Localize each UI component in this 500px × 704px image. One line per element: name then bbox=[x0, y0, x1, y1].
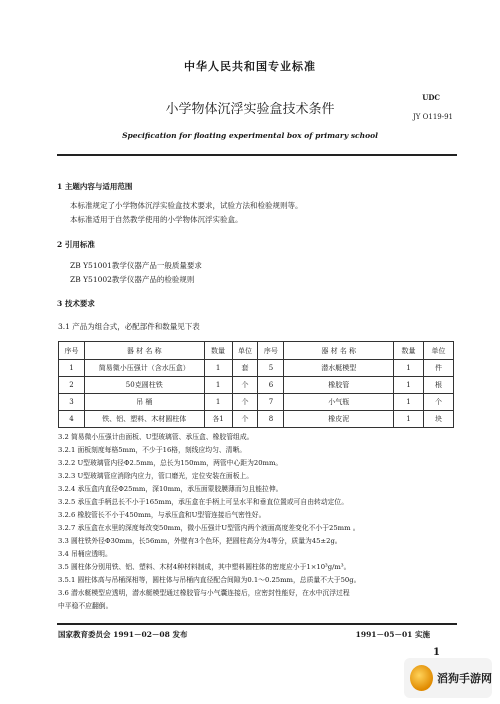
clause-line: 3.4 吊桶应透明。 bbox=[58, 550, 112, 558]
parts-table bbox=[58, 341, 454, 428]
clause-line: 3.2.6 橡胶管长不小于450mm，与承压盒和U型管连接后气密性好。 bbox=[58, 511, 266, 519]
issuer-line: 国家教育委员会 1991－02－08 发布 bbox=[58, 630, 188, 639]
table-cell: 根 bbox=[423, 377, 453, 394]
table-cell: 5 bbox=[258, 360, 284, 377]
table-cell: 1 bbox=[394, 394, 424, 411]
table-cell: 1 bbox=[204, 360, 232, 377]
page-number: 1 bbox=[433, 647, 440, 658]
table-cell: 吊 桶 bbox=[84, 394, 204, 411]
clause-line: 3.2.3 U型玻璃管应消除内应力，管口磨光，定位安装在面板上。 bbox=[58, 472, 254, 480]
section-2-line-2: ZB Y51002教学仪器产品的检验规则 bbox=[70, 275, 195, 284]
clause-line: 3.2.5 承压盒手柄总长不小于165mm，承压盒在手柄上可呈水平和垂直位置或可自由转动定位。 bbox=[58, 498, 349, 506]
section-1-line-1: 本标准规定了小学物体沉浮实验盒技术要求，试验方法和检验规则等。 bbox=[70, 201, 303, 210]
header-rule bbox=[57, 154, 457, 156]
table-cell: 1 bbox=[204, 377, 232, 394]
table-cell: 8 bbox=[258, 411, 284, 428]
table-cell: 橡胶管 bbox=[284, 377, 394, 394]
table-row bbox=[59, 377, 454, 394]
clause-line: 3.2 简易微小压强计由面板、U型玻璃管、承压盒、橡胶管组成。 bbox=[58, 433, 254, 441]
table-header-cell: 序号 bbox=[258, 342, 284, 360]
watermark-logo-icon bbox=[410, 665, 433, 691]
clause-line: 3.2.7 承压盒在水里的深度每改变50mm，微小压强计U型管内两个液面高度差变化不小于25mm 。 bbox=[58, 524, 360, 532]
effective-date: 1991－05－01 实施 bbox=[355, 630, 430, 639]
section-1-heading: 1 主题内容与适用范围 bbox=[57, 182, 133, 191]
table-cell: 7 bbox=[258, 394, 284, 411]
table-cell: 潜水艇模型 bbox=[284, 360, 394, 377]
table-cell: 个 bbox=[232, 394, 258, 411]
table-cell: 1 bbox=[394, 360, 424, 377]
table-cell: 块 bbox=[423, 411, 453, 428]
section-3-heading: 3 技术要求 bbox=[57, 299, 95, 308]
table-cell: 2 bbox=[59, 377, 85, 394]
udc-label: UDC bbox=[422, 93, 440, 102]
clause-line: 3.6 潜水艇模型应透明，潜水艇模型通过橡胶管与小气囊连接后，应密封性能好，在水中沉浮过程 bbox=[58, 589, 350, 597]
table-header-cell: 单位 bbox=[232, 342, 258, 360]
table-cell: 6 bbox=[258, 377, 284, 394]
footer-rule bbox=[57, 623, 457, 625]
table-cell: 1 bbox=[394, 377, 424, 394]
table-row bbox=[59, 360, 454, 377]
clause-line: 3.2.1 面板刻度每格5mm，不少于16格，刻线应均匀、清晰。 bbox=[58, 446, 247, 454]
table-header-cell: 数量 bbox=[394, 342, 424, 360]
table-cell: 个 bbox=[232, 411, 258, 428]
table-header-cell: 器 材 名 称 bbox=[84, 342, 204, 360]
table-cell: 橡皮泥 bbox=[284, 411, 394, 428]
table-row bbox=[59, 394, 454, 411]
table-cell: 1 bbox=[394, 411, 424, 428]
table-cell: 50克圆柱铁 bbox=[84, 377, 204, 394]
table-header-cell: 序号 bbox=[59, 342, 85, 360]
english-title: Specification for floating experimental box of primary school bbox=[122, 131, 378, 140]
section-2-line-1: ZB Y51001教学仪器产品一般质量要求 bbox=[70, 261, 202, 270]
table-cell: 4 bbox=[59, 411, 85, 428]
document-code: JY O119-91 bbox=[412, 113, 453, 121]
table-cell: 件 bbox=[423, 360, 453, 377]
table-cell: 1 bbox=[59, 360, 85, 377]
table-header-cell: 器 材 名 称 bbox=[284, 342, 394, 360]
clause-line: 3.5 圆柱体分别用铁、铝、塑料、木材4种材料制成，其中塑料圆柱体的密度应小于1×10³g/m³。 bbox=[58, 563, 351, 571]
table-header-cell: 数量 bbox=[204, 342, 232, 360]
section-3-intro: 3.1 产品为组合式，必配部件和数量见下表 bbox=[58, 322, 200, 331]
table-cell: 套 bbox=[232, 360, 258, 377]
table-header-row bbox=[59, 342, 454, 360]
watermark-badge bbox=[404, 658, 492, 698]
table-cell: 1 bbox=[204, 394, 232, 411]
watermark-text: 滔狗手游网 bbox=[437, 672, 492, 685]
clause-line: 3.5.1 圆柱体高与吊桶深相等，圆柱体与吊桶内直径配合间隙为0.1～0.25mm，总质量不大于50g。 bbox=[58, 576, 361, 584]
table-cell: 铁、铝、塑料、木材圆柱体 bbox=[84, 411, 204, 428]
clause-line: 3.3 圆柱铁外径Φ30mm，长56mm，外壁有3个色环，把圆柱高分为4等分，质量为45±2g。 bbox=[58, 537, 342, 545]
table-cell: 个 bbox=[232, 377, 258, 394]
table-cell: 3 bbox=[59, 394, 85, 411]
document-title: 小学物体沉浮实验盒技术条件 bbox=[165, 102, 335, 117]
table-cell: 个 bbox=[423, 394, 453, 411]
table-cell: 小气瓶 bbox=[284, 394, 394, 411]
clause-line: 3.2.4 承压盒内直径Φ25mm，深10mm，承压面蒙胶膜薄而匀且能拉伸。 bbox=[58, 485, 283, 493]
section-2-heading: 2 引用标准 bbox=[57, 240, 95, 249]
clause-line: 中平稳不应翻倒。 bbox=[58, 602, 113, 610]
section-1-line-2: 本标准适用于自然教学使用的小学物体沉浮实验盒。 bbox=[70, 215, 243, 224]
clause-line: 3.2.2 U型玻璃管内径Φ2.5mm，总长为150mm，两管中心距为20mm。 bbox=[58, 459, 283, 467]
table-cell: 各1 bbox=[204, 411, 232, 428]
table-header-cell: 单位 bbox=[423, 342, 453, 360]
table-cell: 简易微小压强计（含水压盒） bbox=[84, 360, 204, 377]
table-row bbox=[59, 411, 454, 428]
standard-title: 中华人民共和国专业标准 bbox=[184, 60, 316, 73]
